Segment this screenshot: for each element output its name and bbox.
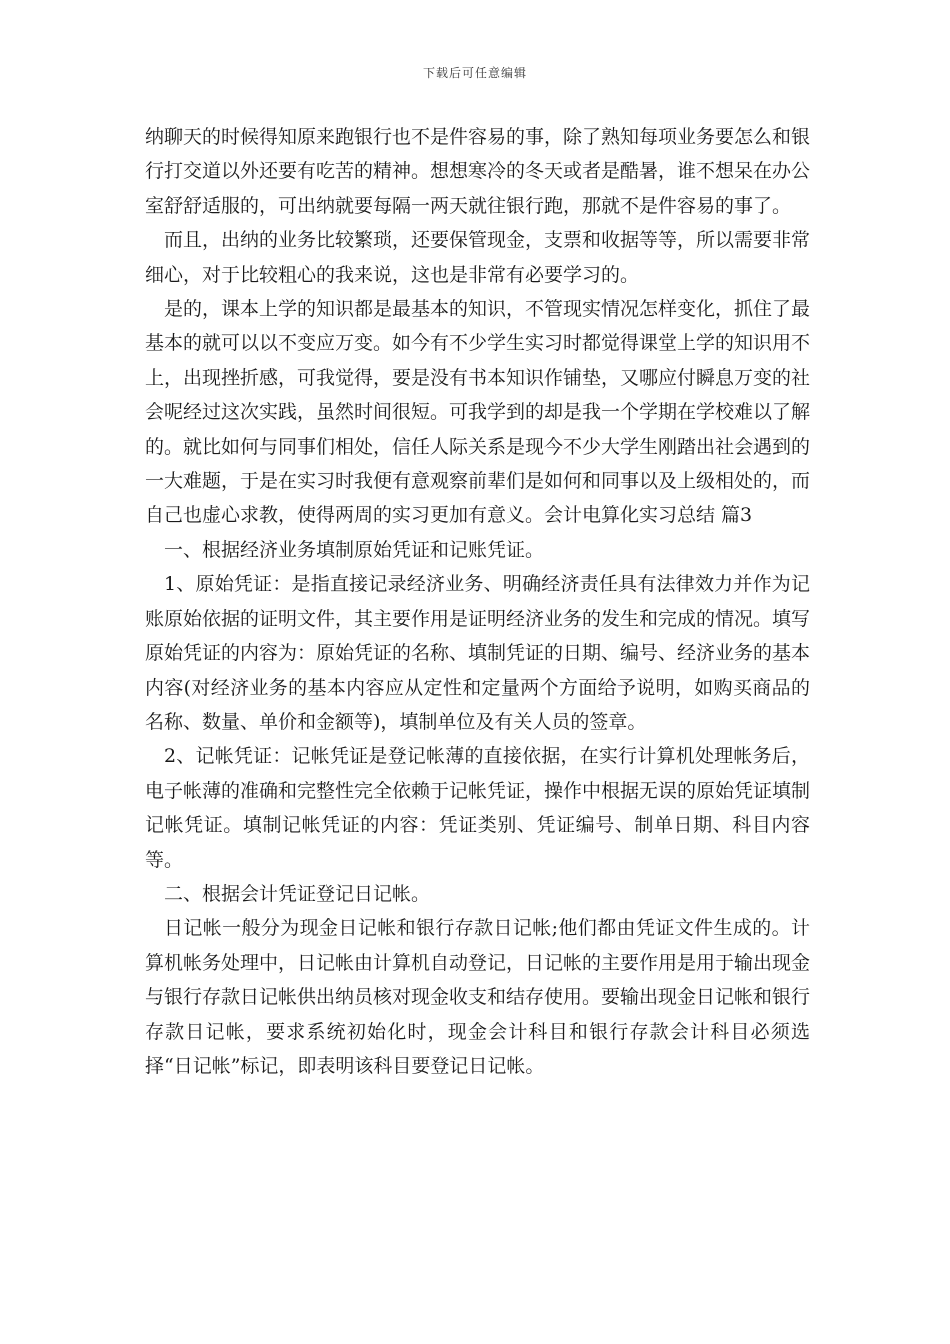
paragraph: 日记帐一般分为现金日记帐和银行存款日记帐;他们都由凭证文件生成的。计算机帐务处理中，日记帐由计算机自动登记，日记帐的主要作用是用于输出现金与银行存款日记帐供出纳员核对现金收支和结存使用。要输出现金日记帐和银行存款日记帐，要求系统初始化时，现金会计科目和银行存款会计科目必须选择“日记帐”标记，即表明该科目要登记日记帐。: [145, 917, 811, 1077]
paragraph: 2、记帐凭证：记帐凭证是登记帐薄的直接依据，在实行计算机处理帐务后，电子帐薄的准确和完整性完全依赖于记帐凭证，操作中根据无误的原始凭证填制记帐凭证。填制记帐凭证的内容：凭证类别、凭证编号、制单日期、科目内容等。: [145, 745, 811, 871]
document-body: [145, 120, 810, 1083]
page-header: 下载后可任意编辑: [422, 66, 527, 80]
paragraph: 纳聊天的时候得知原来跑银行也不是件容易的事，除了熟知每项业务要怎么和银行打交道以外还要有吃苦的精神。想想寒冷的冬天或者是酷暑，谁不想呆在办公室舒舒适服的，可出纳就要每隔一两天就往银行跑，那就不是件容易的事了。: [145, 126, 811, 217]
section-heading: 二、根据会计凭证登记日记帐。: [164, 882, 431, 905]
paragraph: 是的，课本上学的知识都是最基本的知识，不管现实情况怎样变化，抓住了最基本的就可以以不变应万变。如今有不少学生实习时都觉得课堂上学的知识用不上，出现挫折感，可我觉得，要是没有书本知识作铺垫，又哪应付瞬息万变的社会呢经过这次实践，虽然时间很短。可我学到的却是我一个学期在学校难以了解的。就比如何与同事们相处，信任人际关系是现今不少大学生刚踏出社会遇到的一大难题，于是在实习时我便有意观察前辈们是如何和同事以及上级相处的，而自己也虚心求教，使得两周的实习更加有意义。会计电算化实习总结 篇3: [145, 298, 811, 527]
section-heading: 一、根据经济业务填制原始凭证和记账凭证。: [164, 538, 545, 561]
paragraph: 而且，出纳的业务比较繁琐，还要保管现金，支票和收据等等，所以需要非常细心，对于比较粗心的我来说，这也是非常有必要学习的。: [145, 229, 811, 286]
paragraph: 1、原始凭证：是指直接记录经济业务、明确经济责任具有法律效力并作为记账原始依据的证明文件，其主要作用是证明经济业务的发生和完成的情况。填写原始凭证的内容为：原始凭证的名称、填制凭证的日期、编号、经济业务的基本内容(对经济业务的基本内容应从定性和定量两个方面给予说明，如购买商品的名称、数量、单价和金额等)，填制单位及有关人员的签章。: [145, 573, 811, 733]
